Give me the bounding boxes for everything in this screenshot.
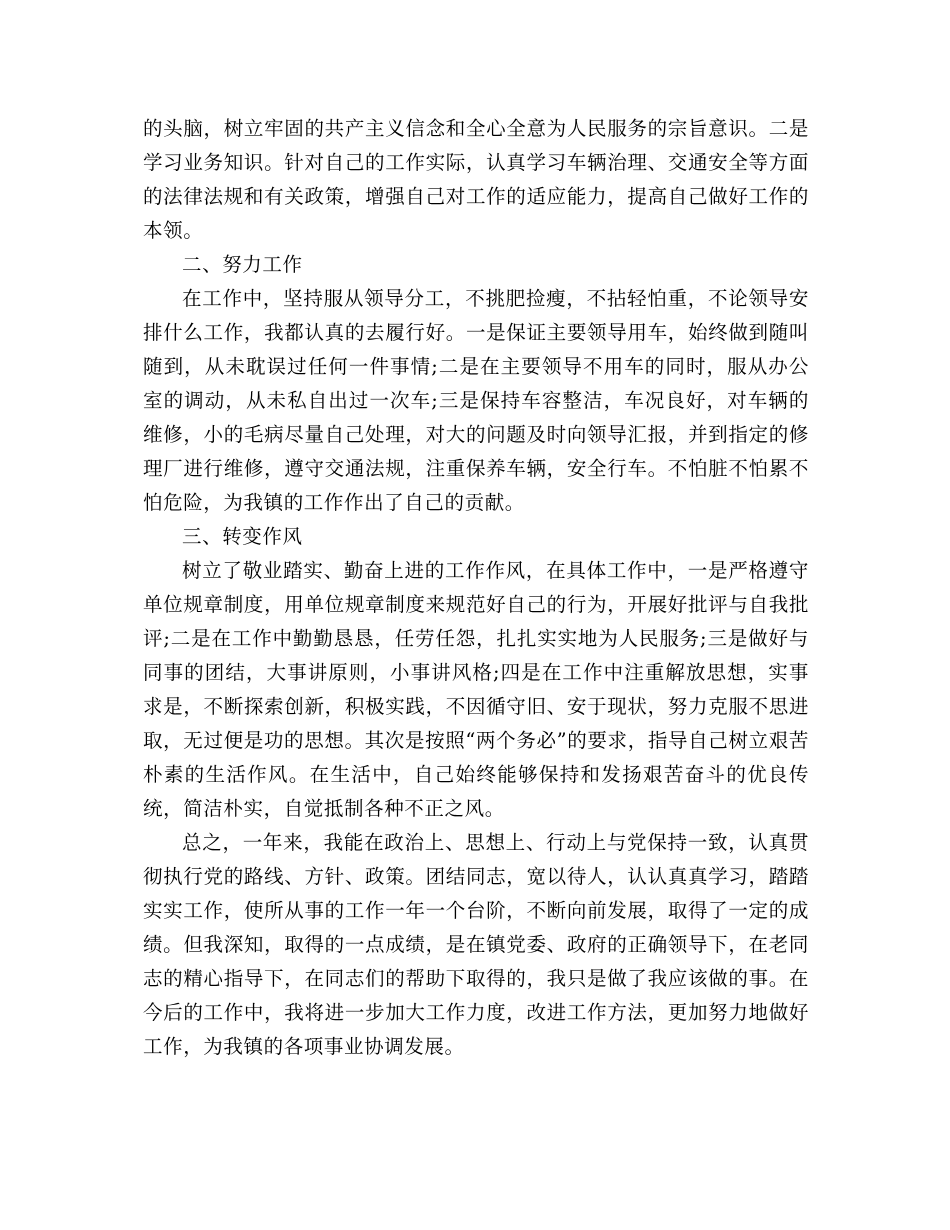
document-body: [143, 112, 809, 1064]
paragraph-conclusion: 总之，一年来，我能在政治上、思想上、行动上与党保持一致，认真贯彻执行党的路线、方针、政策。团结同志，宽以待人，认认真真学习，踏踏实实工作，使所从事的工作一年一个台阶，不断向前发展，取得了一定的成绩。但我深知，取得的一点成绩，是在镇党委、政府的正确领导下，在老同志的精心指导下，在同志们的帮助下取得的，我只是做了我应该做的事。在今后的工作中，我将进一步加大工作力度，改进工作方法，更加努力地做好工作，为我镇的各项事业协调发展。: [143, 831, 809, 1058]
section-heading-change-style: 三、转变作风: [182, 525, 303, 548]
paragraph-change-style: 树立了敬业踏实、勤奋上进的工作作风，在具体工作中，一是严格遵守单位规章制度，用单位规章制度来规范好自己的行为，开展好批评与自我批评;二是在工作中勤勤恳恳，任劳任怨，扎扎实实地为人民服务;三是做好与同事的团结，大事讲原则，小事讲风格;四是在工作中注重解放思想，实事求是，不断探索创新，积极实践，不因循守旧、安于现状，努力克服不思进取，无过便是功的思想。其次是按照“两个务必”的要求，指导自己树立艰苦朴素的生活作风。在生活中，自己始终能够保持和发扬艰苦奋斗的优良传统，简洁朴实，自觉抵制各种不正之风。: [143, 559, 809, 820]
section-heading-work-hard: 二、努力工作: [182, 253, 303, 276]
paragraph-work-hard: 在工作中，坚持服从领导分工，不挑肥捡瘦，不拈轻怕重，不论领导安排什么工作，我都认真的去履行好。一是保证主要领导用车，始终做到随叫随到，从未耽误过任何一件事情;二是在主要领导不用车的同时，服从办公室的调动，从未私自出过一次车;三是保持车容整洁，车况良好，对车辆的维修，小的毛病尽量自己处理，对大的问题及时向领导汇报，并到指定的修理厂进行维修，遵守交通法规，注重保养车辆，安全行车。不怕脏不怕累不怕危险，为我镇的工作作出了自己的贡献。: [143, 287, 809, 514]
paragraph-study-continued: 的头脑，树立牢固的共产主义信念和全心全意为人民服务的宗旨意识。二是学习业务知识。针对自己的工作实际，认真学习车辆治理、交通安全等方面的法律法规和有关政策，增强自己对工作的适应能力，提高自己做好工作的本领。: [143, 117, 809, 242]
